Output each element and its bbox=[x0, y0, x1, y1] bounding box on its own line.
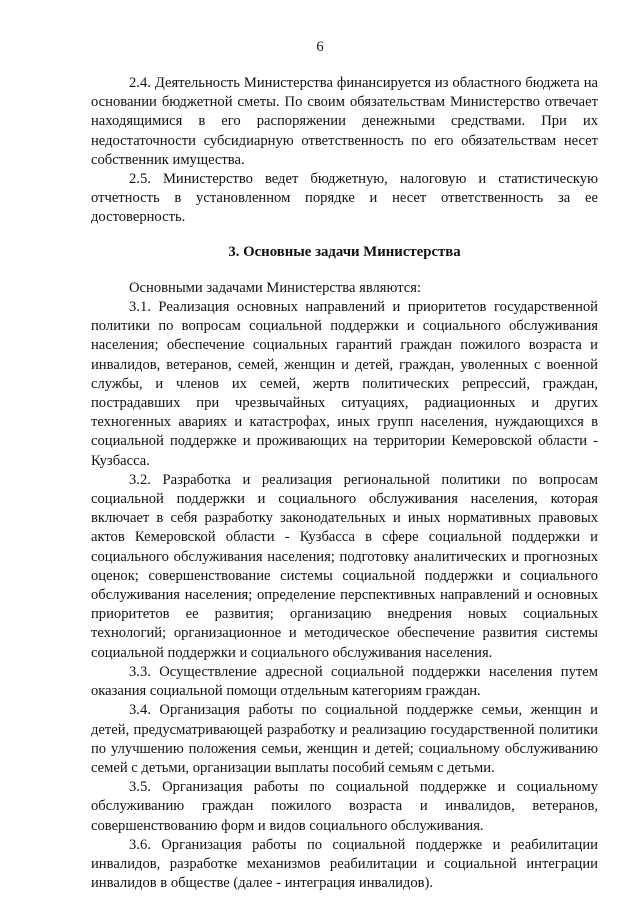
paragraph-3-2: 3.2. Разработка и реализация региональной политики по вопросам социальной поддержки и социального обслуживания населения, которая включает в себя разработку законодательных и иных нормативных правовых актов Кемеровской области - Кузбасса в сфере социальной поддержки и социального обслуживания населения; подготовку аналитических и прогнозных оценок; совершенствование системы социальной поддержки и социального обслуживания населения; определение перспективных направлений и основных приоритетов ее развития; организацию внедрения новых социальных технологий; организационное и методическое обеспечение развития системы социальной поддержки и социального обслуживания населения. bbox=[91, 471, 598, 661]
paragraph-3-5: 3.5. Организация работы по социальной поддержке и социальному обслуживанию граждан пожилого возраста и инвалидов, ветеранов, совершенствованию форм и видов социального обслуживания. bbox=[91, 779, 598, 834]
paragraph-3-1: 3.1. Реализация основных направлений и приоритетов государственной политики по вопросам социальной поддержки и социального обслуживания населения; обеспечение социальных гарантий граждан пожилого возраста и инвалидов, ветеранов, семей, женщин и детей, граждан, уволенных с военной службы, и членов их семей, жертв политических репрессий, граждан, пострадавших при чрезвычайных ситуациях, радиационных и других техногенных авариях и катастрофах, иных групп населения, нуждающихся в социальной поддержке и проживающих на территории Кемеровской области - Кузбасса. bbox=[91, 299, 598, 469]
paragraph-2-5: 2.5. Министерство ведет бюджетную, налоговую и статистическую отчетность в установленном порядке и несет ответственность за ее достоверность. bbox=[91, 171, 598, 226]
paragraph-3-4: 3.4. Организация работы по социальной поддержке семьи, женщин и детей, предусматривающей разработку и реализацию государственной политики по улучшению положения семьи, женщин и детей; социальному обслуживанию семей с детьми, организации выплаты пособий семьям с детьми. bbox=[91, 702, 598, 776]
document-body bbox=[91, 74, 598, 893]
intro-paragraph: Основными задачами Министерства являются: bbox=[129, 279, 422, 296]
paragraph-3-3: 3.3. Осуществление адресной социальной поддержки населения путем оказания социальной помощи отдельным категориям граждан. bbox=[91, 663, 598, 700]
section-heading: 3. Основные задачи Министерства bbox=[228, 243, 461, 260]
paragraph-2-4: 2.4. Деятельность Министерства финансируется из областного бюджета на основании бюджетной сметы. По своим обязательствам Министерство отвечает находящимися в его распоряжении денежными средствами. При их недостаточности субсидиарную ответственность по его обязательствам несет собственник имущества. bbox=[91, 75, 598, 168]
paragraph-3-6: 3.6. Организация работы по социальной поддержке и реабилитации инвалидов, разработке механизмов реабилитации и социальной интеграции инвалидов в обществе (далее - интеграция инвалидов). bbox=[91, 836, 598, 892]
page-number: 6 bbox=[316, 39, 324, 55]
